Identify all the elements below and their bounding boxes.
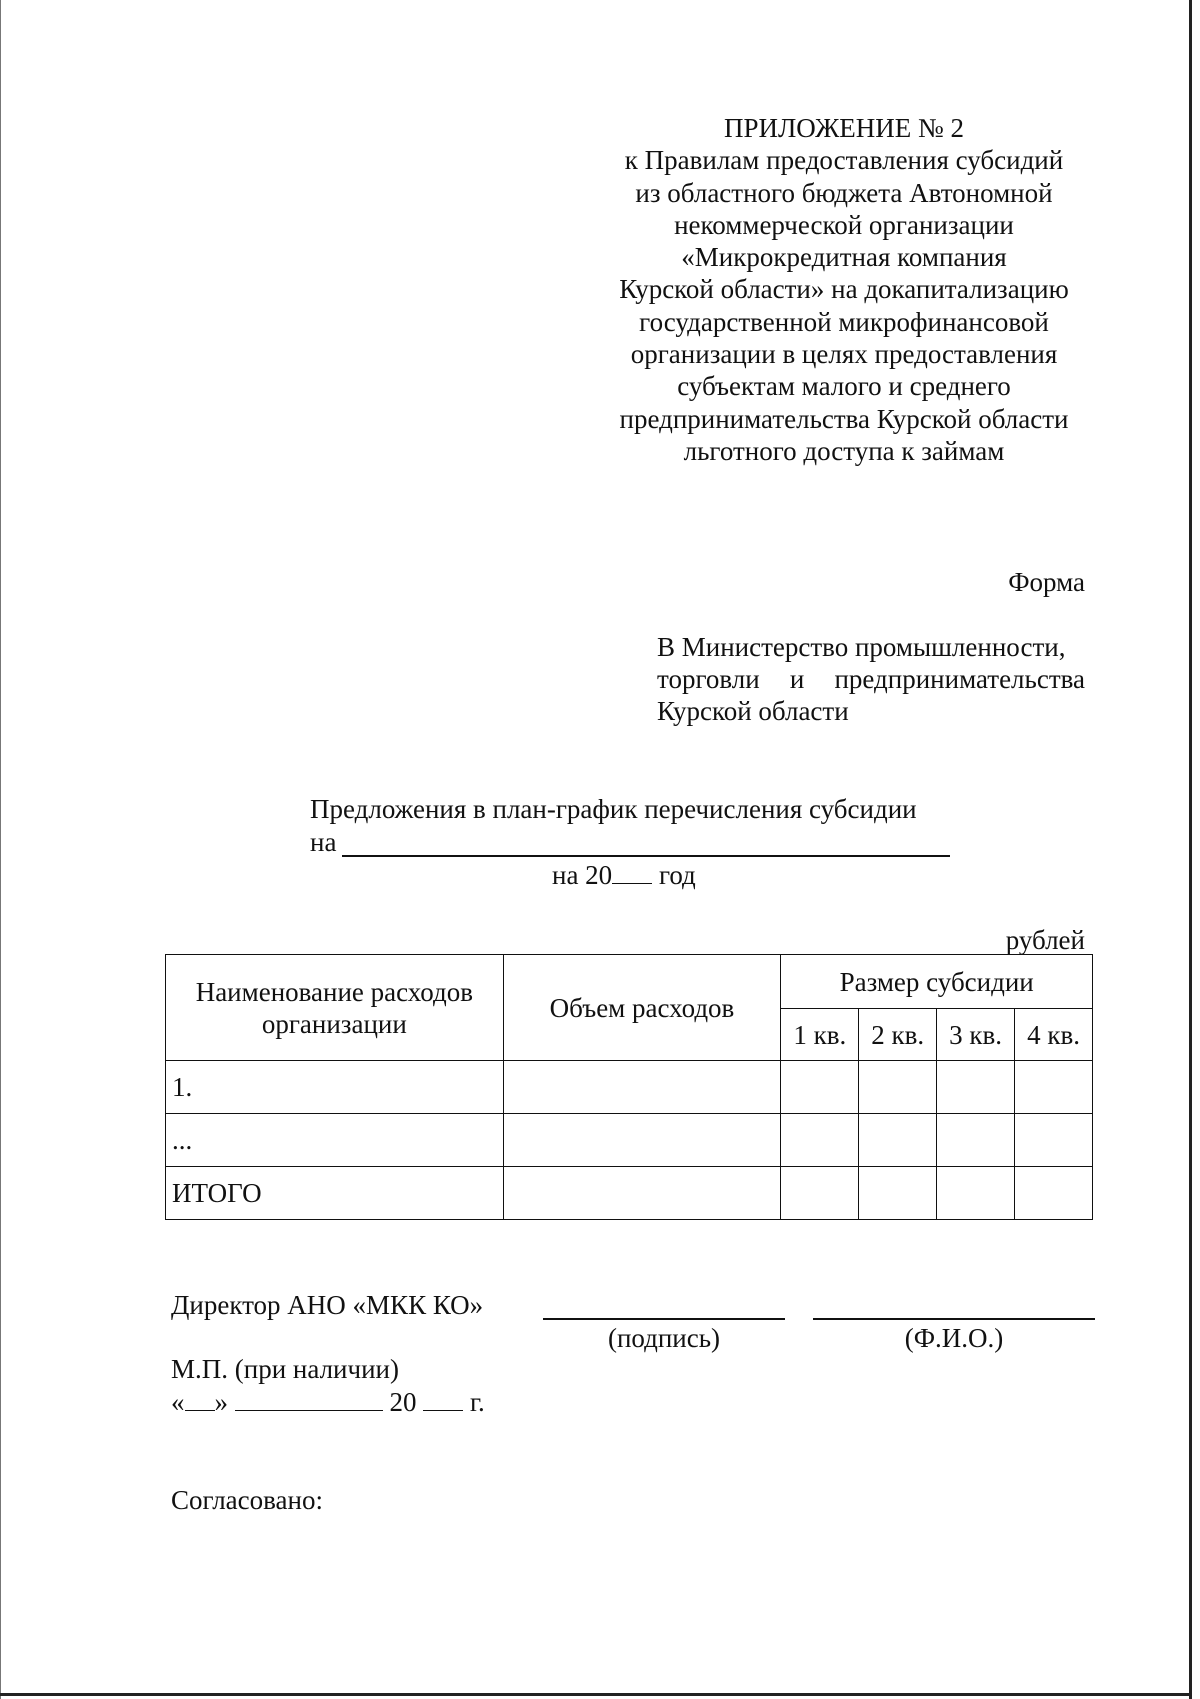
signature-caption: (подпись) <box>607 1323 721 1353</box>
addressee-line: торговли и предпринимательства <box>657 664 1085 694</box>
date-year-prefix: 20 <box>389 1387 417 1417</box>
table-cell <box>859 1114 937 1167</box>
signature-date-line <box>171 1386 485 1418</box>
date-year-blank <box>423 1388 463 1411</box>
column-header-quarter: 1 кв. <box>781 1009 859 1061</box>
appendix-line: из областного бюджета Автономной <box>635 177 1053 208</box>
date-day-blank <box>185 1388 215 1411</box>
appendix-header <box>590 112 1098 467</box>
appendix-line: к Правилам предоставления субсидий <box>624 145 1064 176</box>
table-cell <box>781 1167 859 1220</box>
table-cell <box>937 1061 1015 1114</box>
appendix-line: льготного доступа к займам <box>683 435 1005 466</box>
table-row <box>166 1061 1093 1114</box>
appendix-line: Курской области» на докапитализацию <box>619 274 1069 305</box>
date-year-suffix: г. <box>470 1387 485 1417</box>
column-header-quarter: 2 кв. <box>859 1009 937 1061</box>
column-header-quarter: 3 кв. <box>937 1009 1015 1061</box>
stamp-label: М.П. (при наличии) <box>171 1354 399 1384</box>
subsidy-table <box>165 954 1093 1220</box>
addressee-block <box>657 631 1085 727</box>
table-row <box>166 1114 1093 1167</box>
director-label: Директор АНО «МКК КО» <box>171 1290 484 1320</box>
column-header-subsidy: Размер субсидии <box>781 955 1093 1009</box>
year-line <box>552 859 696 891</box>
row-label-total: ИТОГО <box>166 1167 504 1220</box>
appendix-title: ПРИЛОЖЕНИЕ № 2 <box>723 113 965 143</box>
appendix-line: предпринимательства Курской области <box>619 403 1069 434</box>
organization-blank-line <box>342 855 950 857</box>
fio-caption: (Ф.И.О.) <box>904 1323 1004 1353</box>
appendix-line: государственной микрофинансовой <box>639 306 1049 337</box>
scan-bottom-edge <box>0 1693 1192 1696</box>
scan-right-edge <box>1189 0 1192 1699</box>
table-cell <box>937 1167 1015 1220</box>
table-cell <box>859 1061 937 1114</box>
document-title: Предложения в план-график перечисления субсидии <box>310 794 917 824</box>
table-cell <box>503 1167 781 1220</box>
form-label: Форма <box>1008 567 1085 597</box>
date-open-quote: « <box>171 1387 185 1417</box>
title-prefix: на <box>310 827 337 857</box>
currency-note: рублей <box>1005 925 1085 955</box>
table-cell <box>1015 1167 1093 1220</box>
column-header-volume: Объем расходов <box>503 955 781 1061</box>
appendix-line: «Микрокредитная компания <box>681 242 1007 273</box>
year-prefix: на 20 <box>552 860 613 890</box>
appendix-line: организации в целях предоставления <box>630 339 1058 370</box>
column-header-name: Наименование расходов организации <box>166 955 504 1061</box>
date-close-quote: » <box>214 1387 228 1417</box>
column-header-quarter: 4 кв. <box>1015 1009 1093 1061</box>
table-cell <box>503 1114 781 1167</box>
table-cell <box>781 1061 859 1114</box>
appendix-line: некоммерческой организации <box>674 209 1014 240</box>
addressee-line: В Министерство промышленности, <box>657 632 1066 662</box>
year-blank <box>612 861 652 884</box>
row-label: 1. <box>166 1061 504 1114</box>
table-cell <box>1015 1114 1093 1167</box>
table-header-row <box>166 955 1093 1009</box>
addressee-line: Курской области <box>657 696 849 726</box>
table-cell <box>503 1061 781 1114</box>
appendix-line: субъектам малого и среднего <box>677 371 1011 402</box>
scan-left-edge <box>0 0 1 1699</box>
table-row-total <box>166 1167 1093 1220</box>
table-cell <box>1015 1061 1093 1114</box>
fio-line <box>813 1318 1095 1320</box>
table-cell <box>859 1167 937 1220</box>
table-cell <box>937 1114 1015 1167</box>
row-label: ... <box>166 1114 504 1167</box>
table-cell <box>781 1114 859 1167</box>
date-month-blank <box>235 1388 383 1411</box>
year-suffix: год <box>658 860 696 890</box>
agreed-label: Согласовано: <box>171 1485 323 1515</box>
signature-line <box>543 1318 785 1320</box>
